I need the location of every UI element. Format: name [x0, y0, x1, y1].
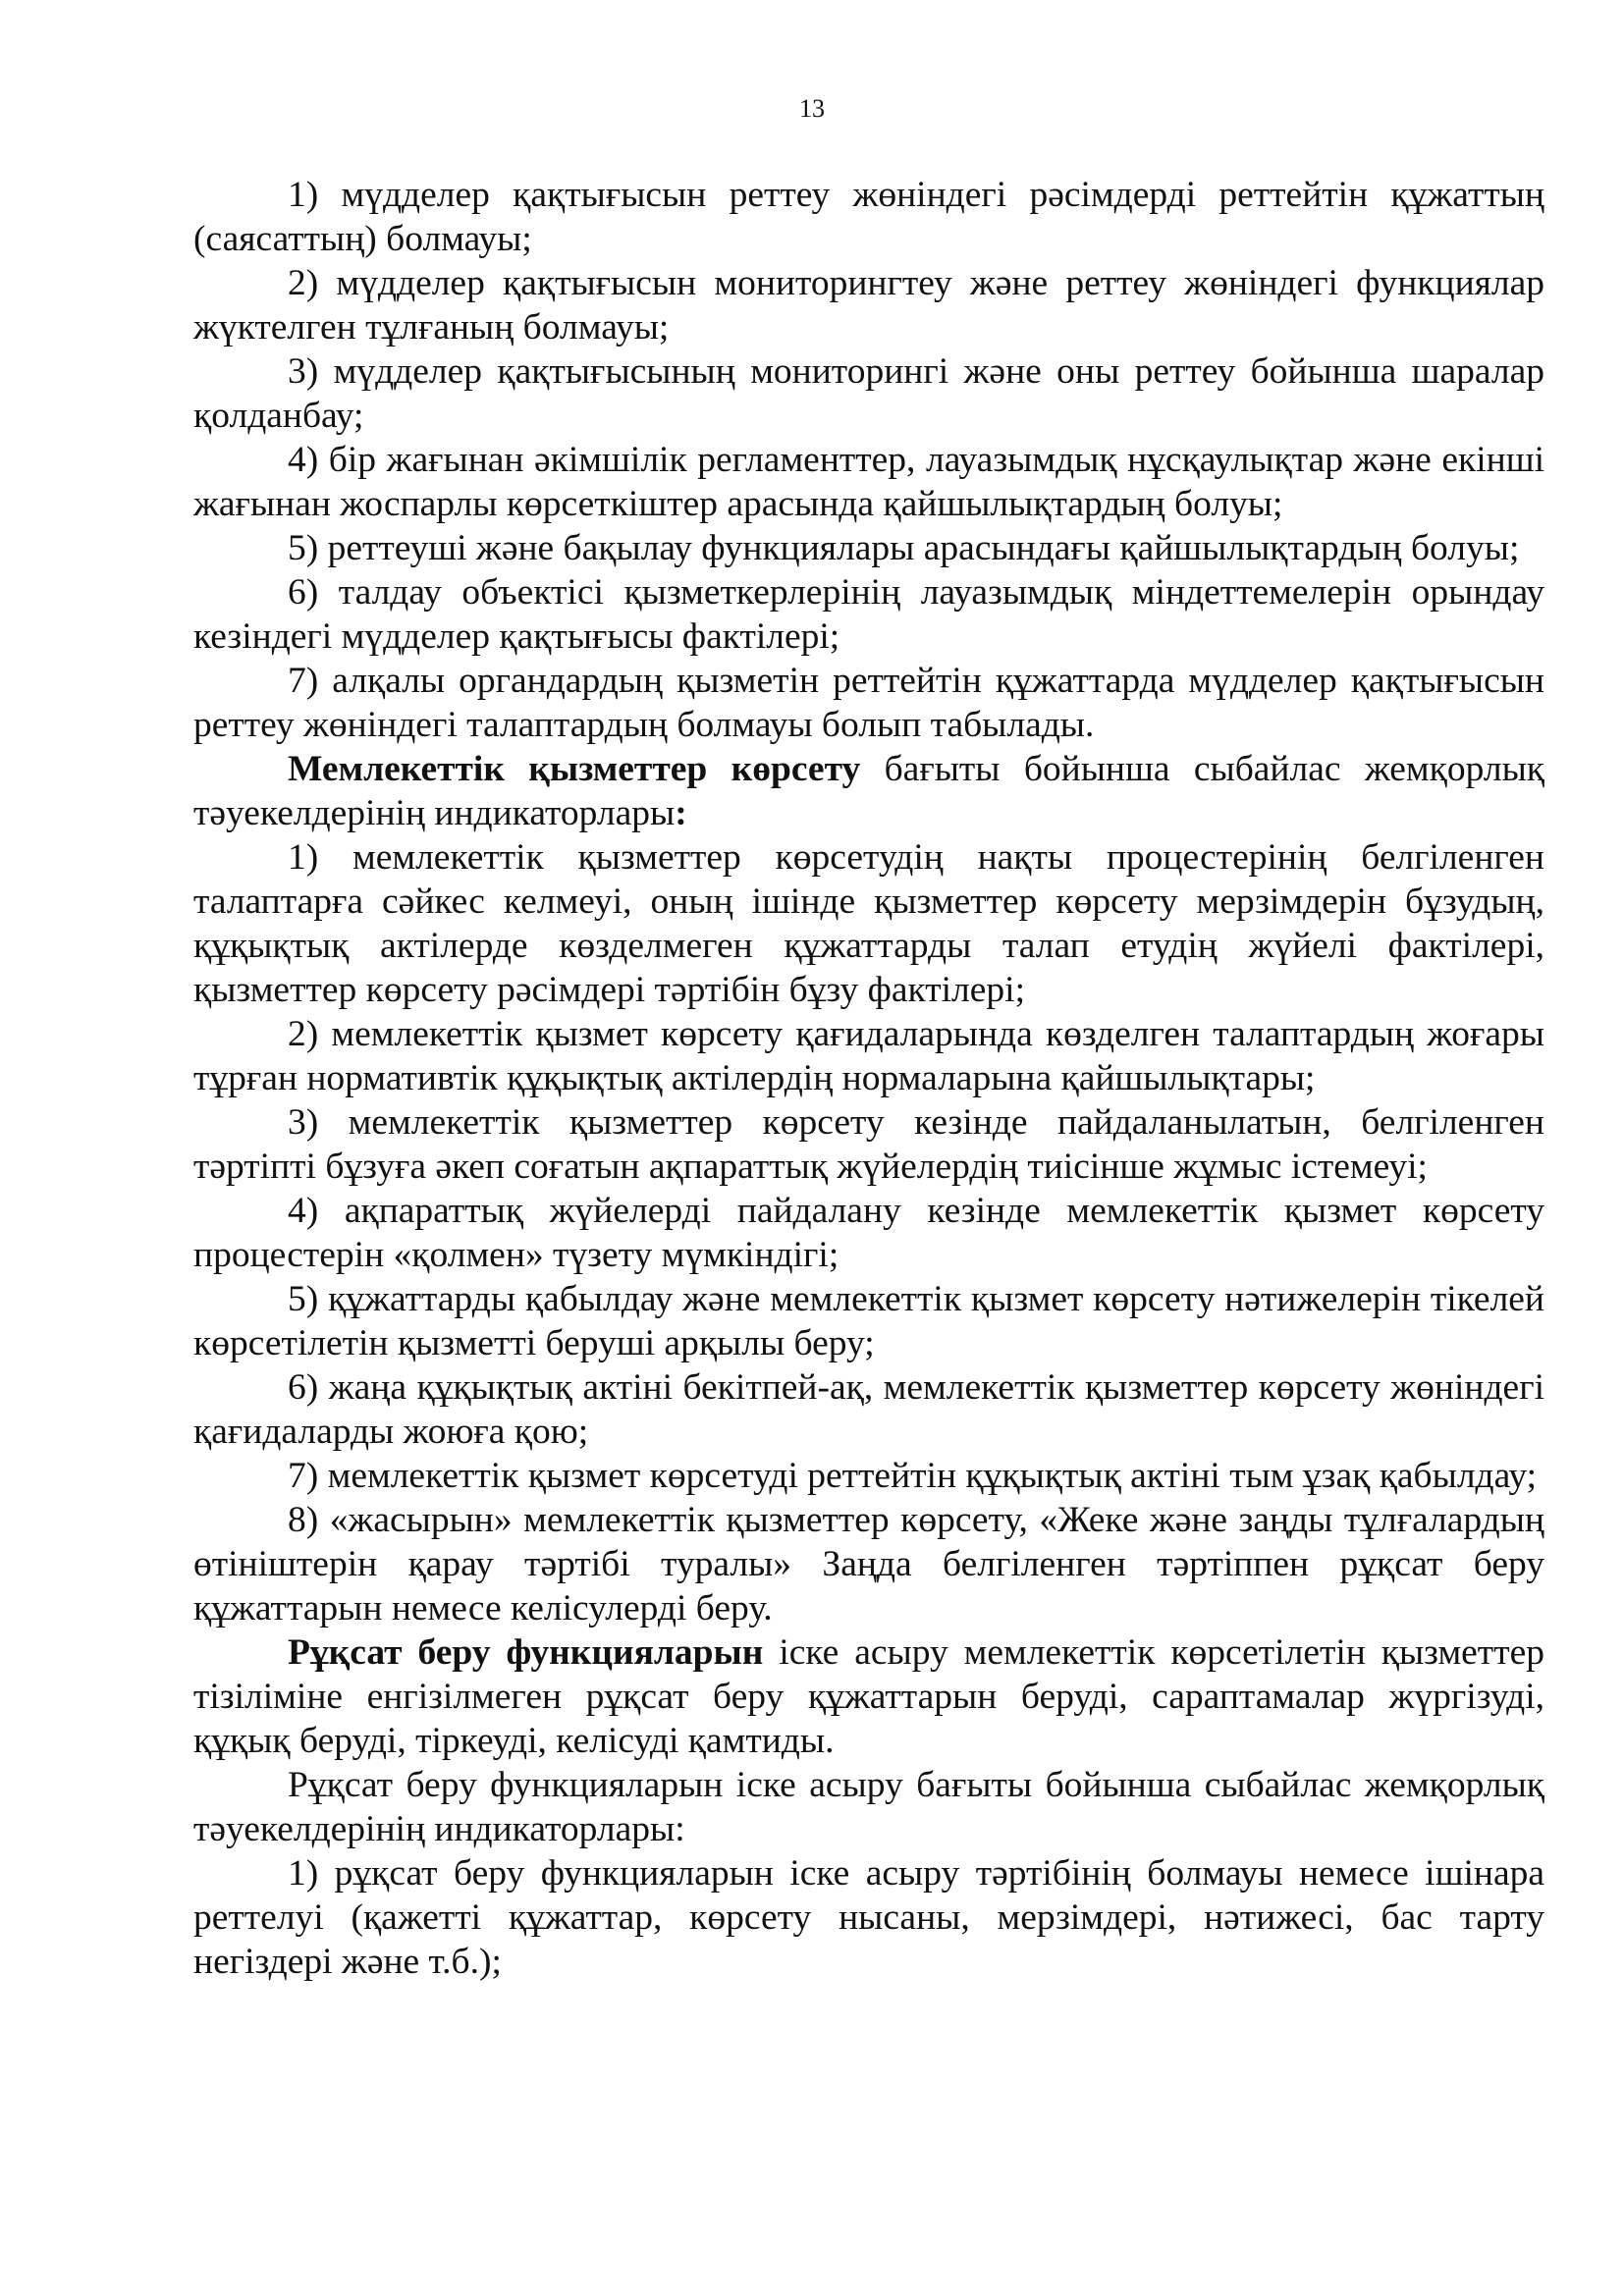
section-heading-public-services	[193, 747, 1544, 835]
list-item: 1) мемлекеттік қызметтер көрсетудің нақты процестерінің белгіленген талаптарға сәйкес келмеуі, оның ішінде қызметтер көрсету мерзімдерін бұзудың, құқықтық актілерде көзделмеген құжаттарды талап етудің жүйелі фактілері, қызметтер көрсету рәсімдері тәртібін бұзу фактілері;	[193, 837, 1544, 1010]
list-item: 4) бір жағынан әкімшілік регламенттер, лауазымдық нұсқаулықтар және екінші жағынан жоспарлы көрсеткіштер арасында қайшылықтардың болуы;	[193, 440, 1544, 524]
list-item: 7) мемлекеттік қызмет көрсетуді реттейтін құқықтық актіні тым ұзақ қабылдау;	[288, 1456, 1538, 1496]
list-item: 2) мемлекеттік қызмет көрсету қағидаларында көзделген талаптардың жоғары тұрған нормативтік құқықтық актілердің нормаларына қайшылықтары;	[193, 1014, 1544, 1098]
list-item: 1) мүдделер қақтығысын реттеу жөніндегі рәсімдерді реттейтін құжаттың (саясаттың) болмауы;	[193, 175, 1544, 259]
section-paragraph-permits	[193, 1630, 1544, 1763]
list-item: 6) талдау объектісі қызметкерлерінің лауазымдық міндеттемелерін орындау кезіндегі мүдделер қақтығысы фактілері;	[193, 572, 1544, 657]
section-paragraph-text: іске асыру мемлекеттік көрсетілетін қызметтер тізіліміне енгізілмеген рұқсат беру құжаттарын беруді, сараптамалар жүргізуді, құқық беруді, тіркеуді, келісуді қамтиды.	[193, 1632, 1544, 1761]
list-item: 8) «жасырын» мемлекеттік қызметтер көрсету, «Жеке және заңды тұлғалардың өтініштерін қарау тәртібі туралы» Заңда белгіленген тәртіппен рұқсат беру құжаттарын немесе келісулерді беру.	[193, 1500, 1544, 1629]
list-item: 6) жаңа құқықтық актіні бекітпей-ақ, мемлекеттік қызметтер көрсету жөніндегі қағидаларды жоюға қою;	[193, 1367, 1544, 1452]
indicators-intro: Рұқсат беру функцияларын іске асыру бағыты бойынша сыбайлас жемқорлық тәуекелдерінің индикаторлары:	[193, 1765, 1544, 1849]
section-heading-colon: :	[675, 793, 687, 833]
list-item: 3) мүдделер қақтығысының мониторингі және оны реттеу бойынша шаралар қолданбау;	[193, 351, 1544, 436]
list-item: 5) реттеуші және бақылау функциялары арасындағы қайшылықтардың болуы;	[288, 528, 1520, 568]
list-item: 4) ақпараттық жүйелерді пайдалану кезінде мемлекеттік қызмет көрсету процестерін «қолмен» түзету мүмкіндігі;	[193, 1191, 1544, 1275]
section-heading-bold: Мемлекеттік қызметтер көрсету	[288, 749, 861, 789]
list-item: 3) мемлекеттік қызметтер көрсету кезінде пайдаланылатын, белгіленген тәртіпті бұзуға әкеп соғатын ақпараттық жүйелердің тиісінше жұмыс істемеуі;	[193, 1102, 1544, 1187]
page-number: 13	[799, 94, 825, 123]
document-body	[193, 173, 1544, 1984]
section-heading-bold: Рұқсат беру функцияларын	[288, 1632, 764, 1673]
list-item: 1) рұқсат беру функцияларын іске асыру тәртібінің болмауы немесе ішінара реттелуі (қажетті құжаттар, көрсету нысаны, мерзімдері, нәтижесі, бас тарту негіздері және т.б.);	[193, 1853, 1544, 1982]
list-item: 2) мүдделер қақтығысын мониторингтеу және реттеу жөніндегі функциялар жүктелген тұлғаның болмауы;	[193, 263, 1544, 347]
list-item: 5) құжаттарды қабылдау және мемлекеттік қызмет көрсету нәтижелерін тікелей көрсетілетін қызметті беруші арқылы беру;	[193, 1279, 1544, 1363]
list-item: 7) алқалы органдардың қызметін реттейтін құжаттарда мүдделер қақтығысын реттеу жөніндегі талаптардың болмауы болып табылады.	[193, 661, 1544, 745]
section-heading-text: бағыты бойынша сыбайлас жемқорлық тәуекелдерінің индикаторлары	[193, 749, 1544, 833]
